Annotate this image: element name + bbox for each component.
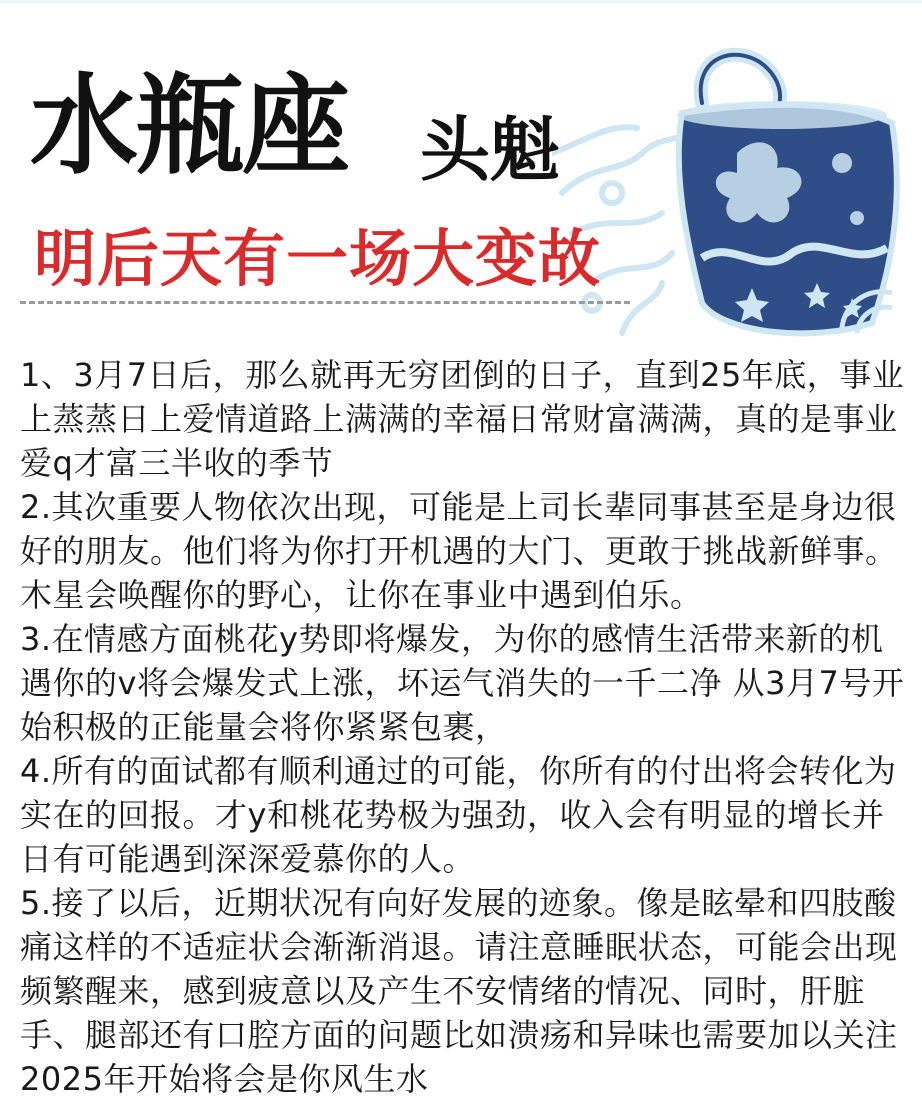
paragraph-3: 3.在情感方面桃花y势即将爆发，为你的感情生活带来新的机遇你的v将会爆发式上涨，坏运气消失的一千二净 从3月7号开始积极的正能量会将你紧紧包裹， [20, 620, 905, 746]
paragraph-5: 5.接了以后，近期状况有向好发展的迹象。像是眩晕和四肢酸痛这样的不适症状会渐渐消退。请注意睡眠状态，可能会出现频繁醒来，感到疲意以及产生不安情绪的情况、同时，肝脏手、腿部还有口腔方面的问题比如溃疡和异味也需要加以关注2025年开始将会是你风生水 [20, 884, 898, 1098]
header [0, 3, 922, 338]
page-title: 水瓶座 [30, 64, 349, 189]
aquarius-vase-icon [552, 43, 912, 343]
paragraph-1: 1、3月7日后，那么就再无穷团倒的日子，直到25年底，事业上蒸蒸日上爱情道路上满满的幸福日常财富满满，真的是事业爱q才富三半收的季节 [20, 356, 905, 482]
subtitle: 明后天有一场大变故 [34, 222, 602, 295]
article-body [20, 353, 910, 1101]
paragraph-4: 4.所有的面试都有顺利通过的可能，你所有的付出将会转化为实在的回报。才y和桃花势极为强劲，收入会有明显的增长并日有可能遇到深深爱慕你的人。 [20, 752, 897, 878]
dashed-divider [20, 301, 630, 304]
paragraph-2: 2.其次重要人物依次出现，可能是上司长辈同事甚至是身边很好的朋友。他们将为你打开机遇的大门、更敢于挑战新鲜事。木星会唤醒你的野心，让你在事业中遇到伯乐。 [20, 488, 898, 614]
title-suffix: 头魁 [420, 109, 560, 191]
